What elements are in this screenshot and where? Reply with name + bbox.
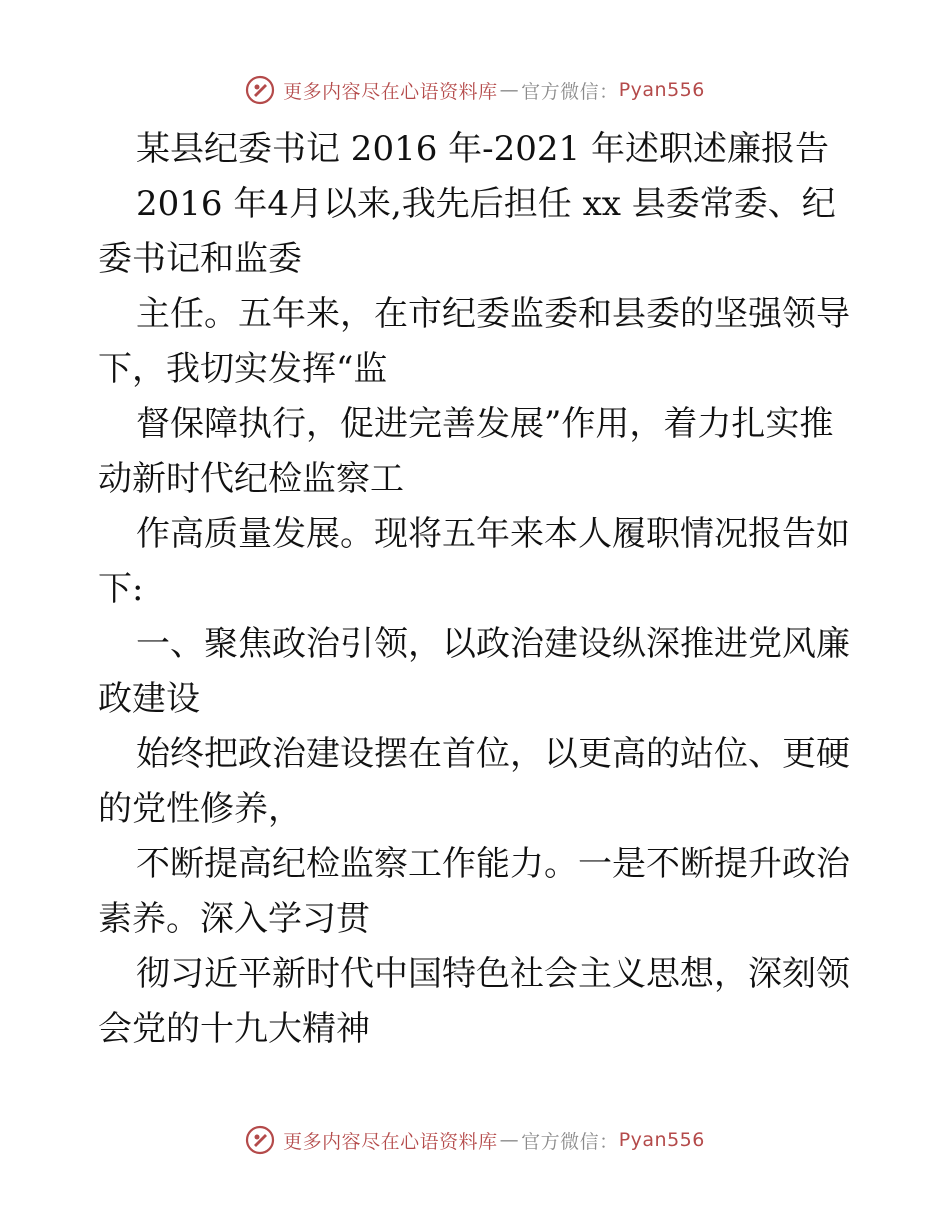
- document-line: 动新时代纪检监察工: [98, 459, 404, 499]
- document-line: 2016 年4月以来,我先后担任 xx 县委常委、纪: [136, 184, 836, 224]
- document-line: 作高质量发展。现将五年来本人履职情况报告如: [136, 514, 850, 554]
- document-line: 委书记和监委: [98, 239, 302, 279]
- document-line: 一、聚焦政治引领，以政治建设纵深推进党风廉: [136, 624, 850, 664]
- document-line: 下，我切实发挥“监: [98, 349, 388, 389]
- document-line: 不断提高纪检监察工作能力。一是不断提升政治: [136, 844, 850, 884]
- document-body: [98, 122, 858, 1057]
- watermark-id: Pyan556: [618, 79, 705, 101]
- document-line: 某县纪委书记 2016 年-2021 年述职述廉报告: [136, 129, 829, 169]
- library-logo-icon: [245, 75, 275, 105]
- document-line: 彻习近平新时代中国特色社会主义思想，深刻领: [136, 954, 850, 994]
- watermark-id: Pyan556: [618, 1129, 705, 1151]
- document-line: 政建设: [98, 679, 200, 719]
- watermark-dash: —: [499, 79, 520, 101]
- document-line: 主任。五年来，在市纪委监委和县委的坚强领导: [136, 294, 850, 334]
- header-watermark: [0, 70, 950, 110]
- watermark-main-text: 更多内容尽在心语资料库: [283, 1130, 498, 1153]
- document-line: 始终把政治建设摆在首位，以更高的站位、更硬: [136, 734, 850, 774]
- watermark-suffix: 官方微信：: [521, 1130, 619, 1153]
- document-line: 的党性修养，: [98, 789, 302, 829]
- document-line: 素养。深入学习贯: [98, 899, 370, 939]
- watermark-suffix: 官方微信：: [521, 80, 619, 103]
- watermark-main-text: 更多内容尽在心语资料库: [283, 80, 498, 103]
- footer-watermark: [0, 1120, 950, 1160]
- document-line: 会党的十九大精神: [98, 1009, 370, 1049]
- document-line: 督保障执行，促进完善发展”作用，着力扎实推: [136, 404, 834, 444]
- watermark-dash: —: [499, 1129, 520, 1151]
- library-logo-icon: [245, 1125, 275, 1155]
- document-line: 下:: [98, 569, 144, 609]
